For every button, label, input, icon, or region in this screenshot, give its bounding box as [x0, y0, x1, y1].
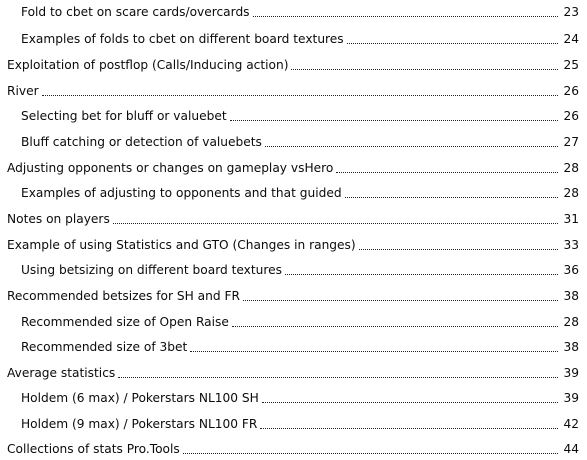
toc-entry-title: Bluff catching or detection of valuebets	[21, 135, 262, 149]
toc-entry-title: Examples of folds to cbet on different board textures	[21, 32, 344, 46]
toc-dot-leader	[336, 172, 558, 173]
toc-dot-leader	[253, 16, 558, 17]
toc-dot-leader	[291, 69, 558, 70]
toc-page-number: 26	[563, 109, 579, 123]
toc-entry-title: Holdem (9 max) / Pokerstars NL100 FR	[21, 417, 258, 431]
toc-entry[interactable]	[21, 29, 579, 47]
toc-dot-leader	[359, 249, 558, 250]
toc-page-number: 31	[563, 212, 579, 226]
toc-entry[interactable]	[21, 183, 579, 201]
toc-page-number: 25	[563, 58, 579, 72]
toc-entry-title: Selecting bet for bluff or valuebet	[21, 109, 227, 123]
toc-entry[interactable]	[7, 235, 579, 253]
toc-page-number: 38	[563, 340, 579, 354]
toc-dot-leader	[190, 351, 558, 352]
toc-entry-title: Average statistics	[7, 366, 116, 380]
toc-entry[interactable]	[21, 414, 579, 432]
toc-entry-title: Example of using Statistics and GTO (Changes in ranges)	[7, 238, 356, 252]
toc-page-number: 28	[563, 161, 579, 175]
toc-dot-leader	[113, 223, 558, 224]
toc-entry-title: Examples of adjusting to opponents and that guided	[21, 186, 342, 200]
toc-entry-title: River	[7, 84, 39, 98]
toc-dot-leader	[262, 402, 558, 403]
toc-dot-leader	[183, 453, 558, 454]
toc-entry-title: Using betsizing on different board textures	[21, 263, 282, 277]
toc-entry[interactable]	[21, 132, 579, 150]
toc-entry-title: Collections of stats Pro.Tools	[7, 442, 180, 456]
toc-page-number: 24	[563, 32, 579, 46]
toc-dot-leader	[232, 326, 558, 327]
toc-entry-title: Exploitation of postflop (Calls/Inducing action)	[7, 58, 289, 72]
toc-entry-title: Fold to cbet on scare cards/overcards	[21, 5, 250, 19]
toc-entry-title: Recommended size of Open Raise	[21, 315, 229, 329]
toc-dot-leader	[230, 120, 558, 121]
toc-dot-leader	[345, 197, 558, 198]
toc-page-number: 36	[563, 263, 579, 277]
toc-page-number: 28	[563, 186, 579, 200]
toc-dot-leader	[347, 43, 558, 44]
toc-entry[interactable]	[7, 209, 579, 227]
toc-entry[interactable]	[7, 81, 579, 99]
toc-page-number: 39	[563, 391, 579, 405]
toc-dot-leader	[118, 377, 558, 378]
toc-entry[interactable]	[7, 55, 579, 73]
toc-entry[interactable]	[7, 439, 579, 457]
toc-page-number: 38	[563, 289, 579, 303]
toc-dot-leader	[243, 300, 558, 301]
toc-entry[interactable]	[7, 286, 579, 304]
toc-page-number: 42	[563, 417, 579, 431]
toc-entry[interactable]	[21, 312, 579, 330]
toc-page-number: 28	[563, 315, 579, 329]
toc-dot-leader	[265, 146, 558, 147]
toc-entry[interactable]	[21, 388, 579, 406]
toc-page-number: 33	[563, 238, 579, 252]
toc-entry[interactable]	[21, 337, 579, 355]
toc-page-number: 39	[563, 366, 579, 380]
toc-entry[interactable]	[21, 260, 579, 278]
toc-dot-leader	[285, 274, 558, 275]
toc-page-number: 26	[563, 84, 579, 98]
toc-page-number: 23	[563, 5, 579, 19]
toc-entry-title: Holdem (6 max) / Pokerstars NL100 SH	[21, 391, 259, 405]
toc-page-number: 27	[563, 135, 579, 149]
toc-entry-title: Recommended betsizes for SH and FR	[7, 289, 240, 303]
toc-page-number: 44	[563, 442, 579, 456]
toc-dot-leader	[42, 95, 558, 96]
toc-entry-title: Recommended size of 3bet	[21, 340, 188, 354]
toc-dot-leader	[260, 428, 558, 429]
toc-entry-title: Adjusting opponents or changes on gameplay vsHero	[7, 161, 334, 175]
toc-entry[interactable]	[7, 158, 579, 176]
toc-entry-title: Notes on players	[7, 212, 110, 226]
toc-entry[interactable]	[21, 106, 579, 124]
toc-entry[interactable]	[7, 363, 579, 381]
toc-entry[interactable]	[21, 2, 579, 20]
